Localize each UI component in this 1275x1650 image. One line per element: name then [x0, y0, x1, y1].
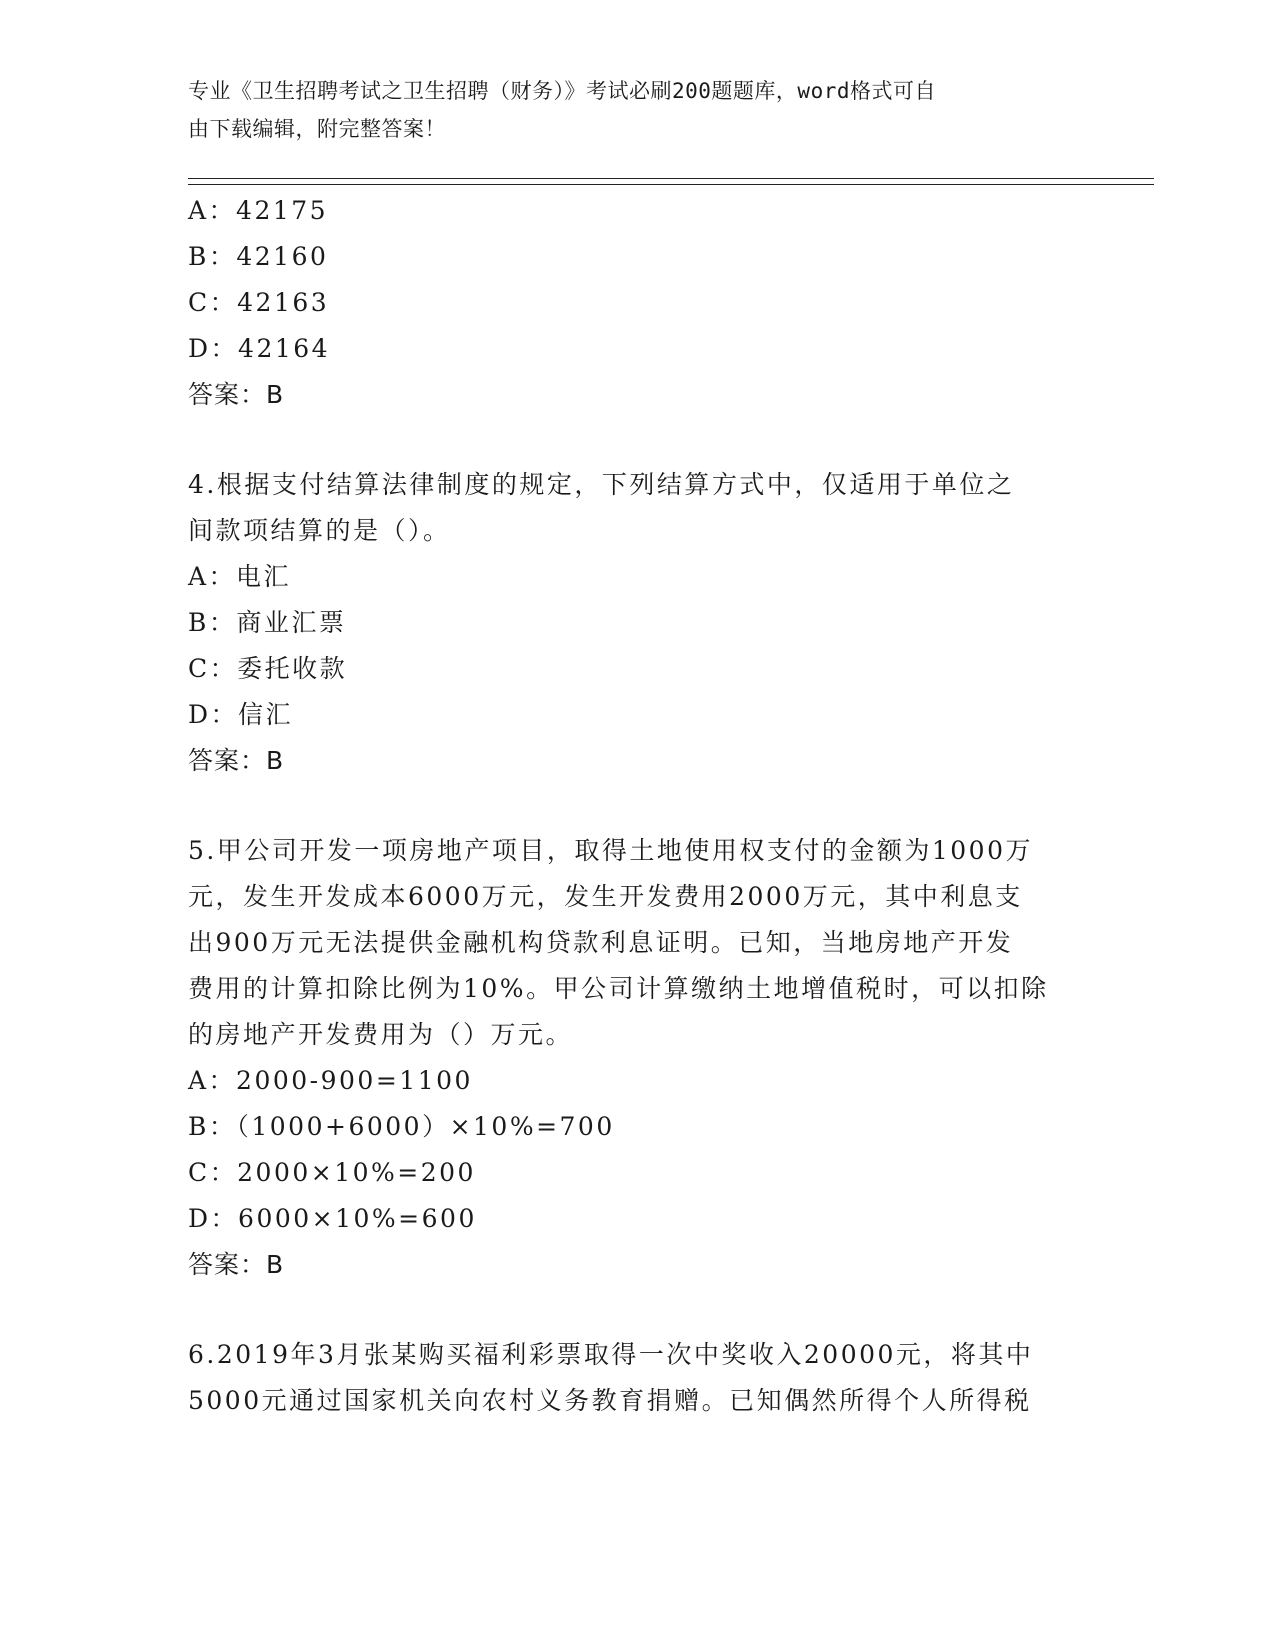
- question-4: [188, 462, 1088, 784]
- question-text-line: 间款项结算的是（）。: [188, 516, 451, 545]
- question-3: [188, 188, 1088, 418]
- question-text-line: 的房地产开发费用为（）万元。: [188, 1020, 574, 1049]
- option-d: D：信汇: [188, 700, 294, 729]
- document-body: [188, 188, 1088, 1424]
- header-rule-bottom: [188, 184, 1154, 185]
- question-text-line: 出900万元无法提供金融机构贷款利息证明。已知，当地房地产开发: [188, 928, 1014, 957]
- question-text-line: 元，发生开发成本6000万元，发生开发费用2000万元，其中利息支: [188, 882, 1023, 911]
- answer: 答案：B: [188, 746, 285, 775]
- document-header: [188, 72, 1068, 148]
- question-text-line: 6.2019年3月张某购买福利彩票取得一次中奖收入20000元，将其中: [188, 1340, 1034, 1369]
- option-b: B：（1000+6000）×10%=700: [188, 1112, 615, 1141]
- question-6: [188, 1332, 1088, 1424]
- answer: 答案：B: [188, 1250, 285, 1279]
- question-text-line: 4.根据支付结算法律制度的规定，下列结算方式中，仅适用于单位之: [188, 470, 1015, 499]
- question-text-line: 费用的计算扣除比例为10%。甲公司计算缴纳土地增值税时，可以扣除: [188, 974, 1049, 1003]
- option-c: C：42163: [188, 288, 330, 317]
- option-a: A：42175: [188, 196, 329, 225]
- option-a: A：电汇: [188, 562, 292, 591]
- header-rule-top: [188, 178, 1154, 179]
- answer: 答案：B: [188, 380, 285, 409]
- option-b: B：42160: [188, 242, 329, 271]
- question-5: [188, 828, 1088, 1288]
- question-text-line: 5.甲公司开发一项房地产项目，取得土地使用权支付的金额为1000万: [188, 836, 1033, 865]
- option-c: C：2000×10%=200: [188, 1158, 476, 1187]
- option-a: A：2000-900=1100: [188, 1066, 473, 1095]
- option-c: C：委托收款: [188, 654, 348, 683]
- option-d: D：6000×10%=600: [188, 1204, 477, 1233]
- header-line-1: 专业《卫生招聘考试之卫生招聘（财务）》考试必刷200题题库，word格式可自: [188, 79, 936, 103]
- option-b: B：商业汇票: [188, 608, 347, 637]
- question-text-line: 5000元通过国家机关向农村义务教育捐赠。已知偶然所得个人所得税: [188, 1386, 1032, 1415]
- header-line-2: 由下载编辑，附完整答案！: [188, 117, 446, 141]
- option-d: D：42164: [188, 334, 331, 363]
